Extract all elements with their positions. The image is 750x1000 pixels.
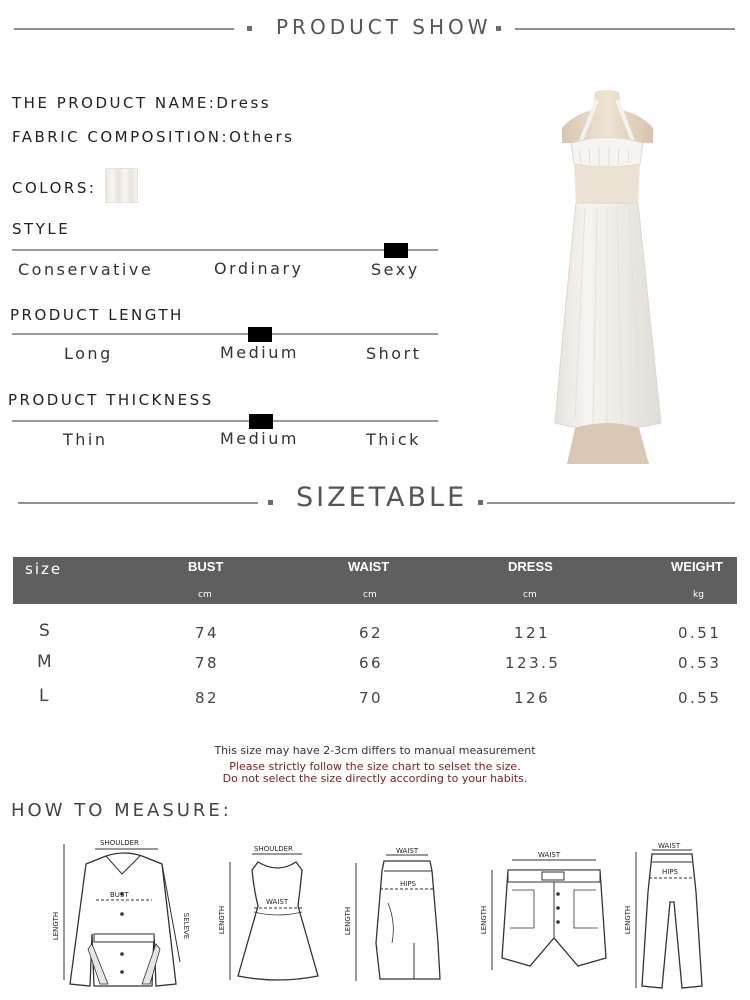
length-selected-marker xyxy=(248,327,272,342)
sizetable-title: SIZETABLE xyxy=(296,482,468,513)
style-label-sexy: Sexy xyxy=(371,260,420,279)
style-scale-line xyxy=(12,249,438,251)
measurement-note: This size may have 2-3cm differs to manual measurement xyxy=(214,744,536,757)
row-s-bust: 74 xyxy=(195,624,220,642)
fabric-value: Others xyxy=(229,128,295,146)
size-warning-1: Please strictly follow the size chart to selset the size. xyxy=(229,760,521,773)
row-m-waist: 66 xyxy=(359,654,384,672)
product-photo xyxy=(545,88,670,468)
sizetable-rule-left xyxy=(18,502,258,504)
fabric-label: FABRIC COMPOSITION: xyxy=(12,128,230,146)
header-bust: BUST xyxy=(188,559,224,574)
style-title: STYLE xyxy=(12,220,71,238)
style-label-ordinary: Ordinary xyxy=(214,259,304,278)
row-l-dress: 126 xyxy=(514,689,551,707)
pants-length-label: LENGTH xyxy=(624,905,632,935)
sizetable-rule-right xyxy=(487,502,735,504)
row-m-size: M xyxy=(37,652,55,672)
style-label-conservative: Conservative xyxy=(18,260,154,279)
shorts-waist-label: WAIST xyxy=(538,851,561,859)
product-name-label: THE PRODUCT NAME: xyxy=(12,94,217,112)
pants-hips-label: HIPS xyxy=(662,868,678,876)
row-s-dress: 121 xyxy=(514,624,551,642)
length-label-short: Short xyxy=(366,344,422,363)
row-m-weight: 0.53 xyxy=(678,654,722,672)
row-m-bust: 78 xyxy=(195,654,220,672)
thickness-label-thin: Thin xyxy=(63,430,108,449)
size-warning-2: Do not select the size directly according to your habits. xyxy=(222,772,528,785)
pants-waist-label: WAIST xyxy=(658,842,681,850)
jacket-measure-diagram xyxy=(48,834,200,992)
colors-label: COLORS: xyxy=(12,179,97,197)
skirt-measure-diagram xyxy=(340,843,450,985)
jacket-length-label: LENGTH xyxy=(52,911,60,941)
skirt-waist-label: WAIST xyxy=(396,847,419,855)
jacket-sleeve-label: SELEVE xyxy=(182,912,190,940)
header-weight: WEIGHT xyxy=(671,559,723,574)
row-l-waist: 70 xyxy=(359,689,384,707)
header-dot-left xyxy=(247,26,252,31)
sizetable-dot-left xyxy=(268,500,273,505)
length-scale-line xyxy=(12,333,438,335)
header-waist: WAIST xyxy=(348,559,390,574)
header-rule-left xyxy=(14,28,234,30)
thickness-scale-line xyxy=(12,420,438,422)
length-title: PRODUCT LENGTH xyxy=(10,306,184,324)
jacket-shoulder-label: SHOULDER xyxy=(100,839,139,847)
header-size: size xyxy=(25,560,63,578)
fabric-composition xyxy=(12,128,294,146)
length-label-long: Long xyxy=(64,344,113,363)
skirt-hips-label: HIPS xyxy=(400,880,416,888)
product-name xyxy=(12,94,271,112)
how-to-measure-title: HOW TO MEASURE: xyxy=(11,800,232,821)
skirt-length-label: LENGTH xyxy=(344,906,352,936)
thickness-title: PRODUCT THICKNESS xyxy=(8,391,214,409)
dress-shoulder-label: SHOULDER xyxy=(254,845,293,853)
header-dress: DRESS xyxy=(508,559,553,574)
unit-bust: cm xyxy=(198,590,212,600)
unit-dress: cm xyxy=(523,590,537,600)
thickness-label-medium: Medium xyxy=(220,429,299,448)
thickness-selected-marker xyxy=(249,414,273,429)
dress-waist-label: WAIST xyxy=(266,898,289,906)
jacket-bust-label: BUST xyxy=(110,891,129,899)
header-dot-right xyxy=(496,26,501,31)
row-l-bust: 82 xyxy=(195,689,220,707)
thickness-label-thick: Thick xyxy=(366,430,421,449)
unit-weight: kg xyxy=(693,590,704,600)
header-rule-right xyxy=(515,28,735,30)
row-l-size: L xyxy=(39,686,51,706)
shorts-measure-diagram xyxy=(474,848,614,976)
row-s-waist: 62 xyxy=(359,624,384,642)
row-l-weight: 0.55 xyxy=(678,689,722,707)
dress-measure-diagram xyxy=(214,840,326,985)
length-label-medium: Medium xyxy=(220,343,299,362)
unit-waist: cm xyxy=(363,590,377,600)
shorts-length-label: LENGTH xyxy=(480,905,488,935)
product-name-value: Dress xyxy=(216,94,272,112)
size-table-header xyxy=(13,557,737,604)
style-selected-marker xyxy=(384,243,408,258)
row-s-weight: 0.51 xyxy=(678,624,722,642)
page-title: PRODUCT SHOW xyxy=(276,15,492,39)
pants-measure-diagram xyxy=(622,842,712,992)
dress-length-label: LENGTH xyxy=(218,905,226,935)
row-m-dress: 123.5 xyxy=(505,654,561,672)
sizetable-dot-right xyxy=(478,500,483,505)
color-swatch-white[interactable] xyxy=(105,168,138,203)
row-s-size: S xyxy=(39,621,53,641)
